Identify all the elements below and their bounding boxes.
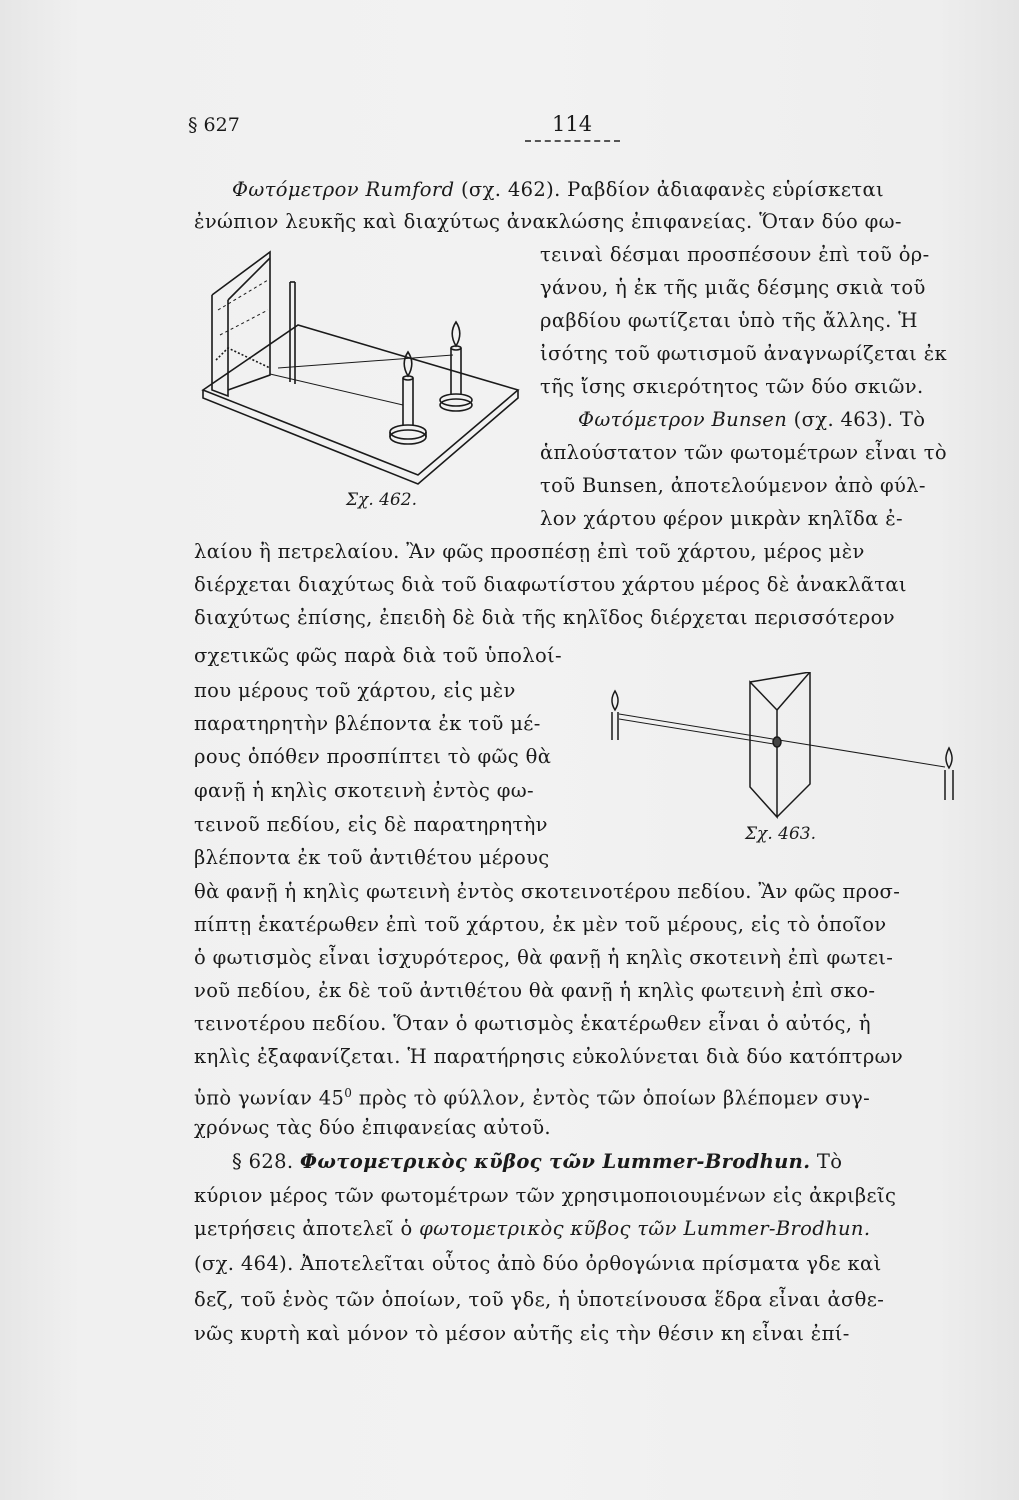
text-line: τῆς ἴσης σκιερότητος τῶν δύο σκιῶν. (540, 375, 924, 398)
text-line: (σχ. 464). Ἀποτελεῖται οὗτος ἀπὸ δύο ὀρθογώνια πρίσματα γδε καὶ (194, 1252, 882, 1275)
text-line: σχετικῶς φῶς παρὰ διὰ τοῦ ὑπολοί- (194, 644, 562, 667)
text-line: λον χάρτου φέρον μικρὰν κηλῖδα ἐ- (540, 507, 903, 530)
text-line: τεινοτέρου πεδίου. Ὅταν ὁ φωτισμὸς ἑκατέρωθεν εἶναι ὁ αὐτός, ἡ (194, 1012, 871, 1035)
text-line: θὰ φανῇ ἡ κηλὶς φωτεινὴ ἐντὸς σκοτεινοτέρου πεδίου. Ἂν φῶς προσ- (194, 880, 901, 903)
text-line: ρους ὁπόθεν προσπίπτει τὸ φῶς θὰ (194, 745, 552, 768)
text-line: νοῦ πεδίου, ἐκ δὲ τοῦ ἀντιθέτου θὰ φανῇ ἡ κηλὶς φωτεινὴ ἐπὶ σκο- (194, 979, 876, 1002)
text-line: κηλὶς ἐξαφανίζεται. Ἡ παρατήρησις εὐκολύνεται διὰ δύο κατόπτρων (194, 1045, 904, 1068)
text-line: νῶς κυρτὴ καὶ μόνον τὸ μέσον αὐτῆς εἰς τὴν θέσιν κη εἶναι ἐπί- (194, 1322, 850, 1345)
text-line: Φωτόμετρον Bunsen (σχ. 463). Τὸ (578, 408, 926, 431)
header-rule (525, 140, 620, 142)
text-line: ὑπὸ γωνίαν $45^0$ πρὸς τὸ φύλλον, ἐντὸς τῶν ὁποίων βλέπομεν συγ- (194, 1086, 871, 1110)
text-line: ἁπλούστατον τῶν φωτομέτρων εἶναι τὸ (540, 441, 947, 464)
text-line: διαχύτως ἐπίσης, ἐπειδὴ δὲ διὰ τῆς κηλῖδος διέρχεται περισσότερον (194, 606, 895, 629)
text-line: δεζ, τοῦ ἑνὸς τῶν ὁποίων, τοῦ γδε, ἡ ὑποτείνουσα ἕδρα εἶναι ἀσθε- (194, 1288, 885, 1311)
text-line: ραβδίου φωτίζεται ὑπὸ τῆς ἄλλης. Ἡ (540, 309, 918, 332)
text-line: παρατηρητὴν βλέποντα ἐκ τοῦ μέ- (194, 712, 541, 735)
text-line: φανῇ ἡ κηλὶς σκοτεινὴ ἐντὸς φω- (194, 779, 534, 802)
text-line: μετρήσεις ἀποτελεῖ ὁ φωτομετρικὸς κῦβος τῶν Lummer-Brodhun. (194, 1217, 871, 1240)
text-line: ἰσότης τοῦ φωτισμοῦ ἀναγνωρίζεται ἐκ (540, 342, 948, 365)
text-line: κύριον μέρος τῶν φωτομέτρων τῶν χρησιμοποιουμένων εἰς ἀκριβεῖς (194, 1184, 897, 1207)
figure-463-caption: Σχ. 463. (745, 824, 816, 844)
text-line: Φωτόμετρον Rumford (σχ. 462). Ραβδίον ἀδιαφανὲς εὑρίσκεται (232, 178, 884, 201)
page-number: 114 (552, 112, 593, 136)
text-line: που μέρους τοῦ χάρτου, εἰς μὲν (194, 679, 516, 702)
figure-463-bunsen-photometer (605, 672, 980, 822)
text-line: πίπτῃ ἑκατέρωθεν ἐπὶ τοῦ χάρτου, ἐκ μὲν τοῦ μέρους, εἰς τὸ ὁποῖον (194, 913, 887, 936)
section-marker: § 627 (188, 114, 240, 136)
text-line: λαίου ἢ πετρελαίου. Ἂν φῶς προσπέσῃ ἐπὶ τοῦ χάρτου, μέρος μὲν (194, 540, 865, 563)
text-line: βλέποντα ἐκ τοῦ ἀντιθέτου μέρους (194, 846, 550, 869)
text-line: χρόνως τὰς δύο ἐπιφανείας αὐτοῦ. (194, 1116, 551, 1139)
figure-462-caption: Σχ. 462. (346, 490, 417, 510)
text-line: τειναὶ δέσμαι προσπέσουν ἐπὶ τοῦ ὀρ- (540, 243, 930, 266)
text-line: ἐνώπιον λευκῆς καὶ διαχύτως ἀνακλώσης ἐπιφανείας. Ὅταν δύο φω- (194, 210, 902, 233)
text-line: γάνου, ἡ ἐκ τῆς μιᾶς δέσμης σκιὰ τοῦ (540, 276, 926, 299)
section-628-heading: § 628. Φωτομετρικὸς κῦβος τῶν Lummer-Brodhun. Τὸ (232, 1150, 843, 1173)
text-line: ὁ φωτισμὸς εἶναι ἰσχυρότερος, θὰ φανῇ ἡ κηλὶς σκοτεινὴ ἐπὶ φωτει- (194, 946, 894, 969)
figure-462-rumford-photometer (198, 240, 528, 500)
text-line: τοῦ Bunsen, ἀποτελούμενον ἀπὸ φύλ- (540, 474, 926, 497)
text-line: διέρχεται διαχύτως διὰ τοῦ διαφωτίστου χάρτου μέρος δὲ ἀνακλᾶται (194, 573, 907, 596)
text-line: τεινοῦ πεδίου, εἰς δὲ παρατηρητὴν (194, 813, 548, 836)
